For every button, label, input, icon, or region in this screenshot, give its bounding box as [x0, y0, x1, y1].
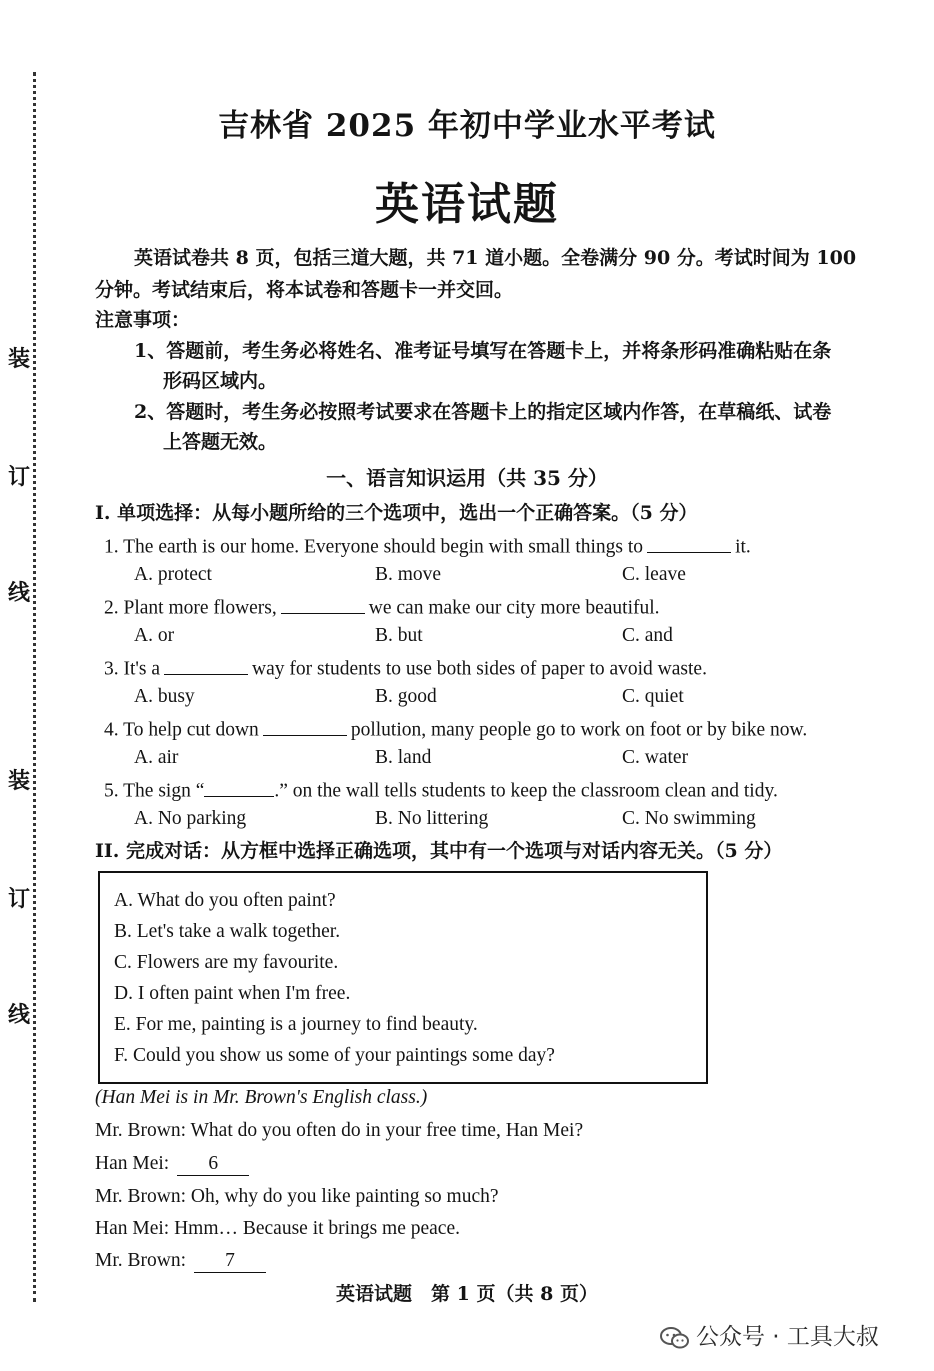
question-text: pollution, many people go to work on foot or by bike now. [350, 719, 808, 741]
option: B. land [375, 747, 432, 768]
part2-title: II. 完成对话：从方框中选择正确选项，其中有一个选项与对话内容无关。（5 分） [95, 840, 783, 862]
note-item: 上答题无效。 [163, 431, 278, 453]
answer-blank [164, 654, 248, 675]
watermark-text: 公众号 · 工具大叔 [696, 1324, 879, 1350]
section-title: 一、语言知识运用（共 35 分） [326, 466, 608, 490]
speaker: Han Mei: [95, 1153, 170, 1174]
dialogue-line: Mr. Brown: What do you often do in your free time, Han Mei? [95, 1120, 584, 1141]
page-footer: 英语试题 第 1 页（共 8 页） [336, 1283, 598, 1305]
dialogue-context: (Han Mei is in Mr. Brown's English class.) [95, 1087, 428, 1108]
option: A. No parking [134, 808, 247, 829]
part1-title: I. 单项选择：从每小题所给的三个选项中，选出一个正确答案。（5 分） [95, 502, 698, 524]
option: C. water [622, 747, 689, 768]
option: B. move [375, 564, 442, 585]
dialogue-line [95, 1249, 266, 1273]
option: A. or [134, 625, 175, 646]
option: B. No littering [375, 808, 489, 829]
answer-blank-6: 6 [177, 1152, 249, 1176]
note-item: 1、答题前，考生务必将姓名、准考证号填写在答题卡上，并将条形码准确粘贴在条 [134, 340, 832, 362]
answer-blank [281, 593, 365, 614]
box-option: E. For me, painting is a journey to find beauty. [114, 1014, 478, 1035]
box-option: F. Could you show us some of your paintings some day? [114, 1045, 555, 1066]
binding-char: 订 [8, 886, 31, 912]
question-text: way for students to use both sides of paper to avoid waste. [252, 658, 707, 680]
binding-char: 装 [8, 768, 31, 794]
dialogue-line: Mr. Brown: Oh, why do you like painting so much? [95, 1186, 499, 1207]
answer-blank-7: 7 [194, 1249, 266, 1273]
box-option: C. Flowers are my favourite. [114, 952, 339, 973]
question-text: it. [735, 536, 751, 558]
dialogue-line [95, 1152, 249, 1176]
option: C. and [622, 625, 673, 646]
box-option: D. I often paint when I'm free. [114, 983, 351, 1004]
binding-char: 线 [8, 580, 31, 606]
question-4 [104, 715, 807, 742]
instruction-line: 英语试卷共 8 页，包括三道大题，共 71 道小题。全卷满分 90 分。考试时间为 100 [134, 247, 857, 269]
question-1 [104, 532, 751, 559]
question-text: 5. The sign “ [104, 780, 205, 802]
answer-blank [263, 715, 347, 736]
option: C. No swimming [622, 808, 756, 829]
binding-line [33, 72, 36, 1302]
answer-blank [647, 532, 731, 553]
question-5 [104, 776, 778, 803]
exam-title: 吉林省 2025 年初中学业水平考试 [218, 108, 716, 144]
question-3 [104, 654, 707, 681]
question-text: 4. To help cut down [104, 719, 259, 741]
option: A. air [134, 747, 179, 768]
note-item: 形码区域内。 [163, 370, 278, 392]
question-text: 1. The earth is our home. Everyone should begin with small things to [104, 536, 644, 558]
option: A. protect [134, 564, 212, 585]
option: A. busy [134, 686, 195, 707]
watermark [660, 1318, 879, 1351]
binding-char: 订 [8, 464, 31, 490]
question-2 [104, 593, 660, 620]
answer-blank [204, 776, 274, 797]
option: B. good [375, 686, 437, 707]
box-option: B. Let's take a walk together. [114, 921, 341, 942]
speaker: Mr. Brown: [95, 1250, 187, 1271]
question-text: 2. Plant more flowers, [104, 597, 277, 619]
question-text: we can make our city more beautiful. [368, 597, 660, 619]
binding-char: 线 [8, 1002, 31, 1028]
binding-char: 装 [8, 346, 31, 372]
exam-subtitle: 英语试题 [375, 179, 559, 230]
wechat-icon [660, 1327, 690, 1349]
option: B. but [375, 625, 423, 646]
question-text: .” on the wall tells students to keep the classroom clean and tidy. [274, 780, 778, 802]
option: C. leave [622, 564, 686, 585]
dialogue-line: Han Mei: Hmm… Because it brings me peace. [95, 1218, 460, 1239]
note-item: 2、答题时，考生务必按照考试要求在答题卡上的指定区域内作答，在草稿纸、试卷 [134, 401, 832, 423]
instruction-line: 分钟。考试结束后，将本试卷和答题卡一并交回。 [95, 279, 514, 301]
question-text: 3. It's a [104, 658, 161, 680]
box-option: A. What do you often paint? [114, 890, 336, 911]
option: C. quiet [622, 686, 684, 707]
notes-title: 注意事项： [95, 309, 191, 331]
